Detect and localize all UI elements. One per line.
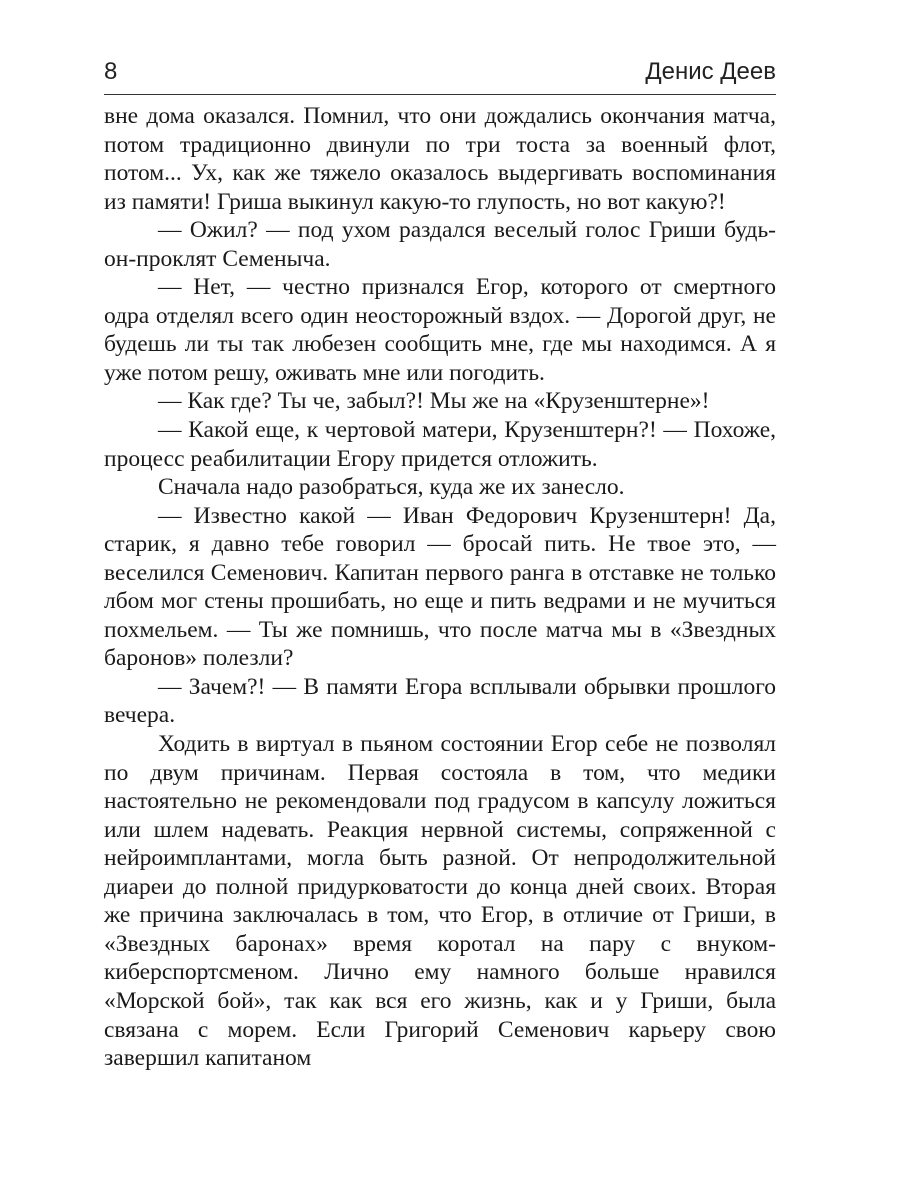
paragraph: — Нет, — честно признался Егор, которого от смертного одра отделял всего один неосторожный вздох. — Дорогой друг, не будешь ли ты так любезен сообщить мне, где мы находимся. А я уже потом решу, оживать мне или погодить. (104, 274, 776, 386)
paragraph: Сначала надо разобраться, куда же их занесло. (158, 474, 625, 501)
running-head-author: Денис Деев (645, 58, 776, 85)
paragraph-continuation: вне дома оказался. Помнил, что они дождались окончания матча, потом традиционно двинули по три тоста за военный флот, потом... Ух, как же тяжело оказалось выдергивать воспоминания из памяти! Гриша выкинул какую-то глупость, но вот какую?! (104, 103, 776, 215)
paragraph: — Какой еще, к чертовой матери, Крузенштерн?! — Похоже, процесс реабилитации Егору придется отложить. (104, 417, 776, 472)
page-header (104, 54, 776, 94)
body-text (104, 102, 776, 1073)
paragraph: Ходить в виртуал в пьяном состоянии Егор себе не позволял по двум причинам. Первая состояла в том, что медики настоятельно не рекомендовали под градусом в капсулу ложиться или шлем надевать. Реакция нервной системы, сопряженной с нейроимплантами, могла быть разной. От непродолжительной диареи до полной придурковатости до конца дней своих. Вторая же причина заключалась в том, что Егор, в отличие от Гриши, в «Звездных баронах» время коротал на пару с внуком-киберспортсменом. Лично ему намного больше нравился «Морской бой», так как вся его жизнь, как и у Гриши, была связана с морем. Если Григорий Семенович карьеру свою завершил капитаном (104, 731, 776, 1072)
header-rule (104, 94, 776, 95)
paragraph: — Зачем?! — В памяти Егора всплывали обрывки прошлого вечера. (104, 673, 776, 729)
page-number: 8 (104, 58, 118, 85)
paragraph: — Как где? Ты че, забыл?! Мы же на «Крузенштерне»! (158, 388, 710, 415)
paragraph: — Известно какой — Иван Федорович Крузенштерн! Да, старик, я давно тебе говорил — бросай пить. Не твое это, — веселился Семенович. Капитан первого ранга в отставке не только лбом мог стены прошибать, но еще и пить ведрами и не мучиться похмельем. — Ты же помнишь, что после матча мы в «Звездных баронов» полезли? (104, 502, 776, 672)
paragraph: — Ожил? — под ухом раздался веселый голос Гриши будь-он-проклят Семеныча. (104, 217, 776, 272)
